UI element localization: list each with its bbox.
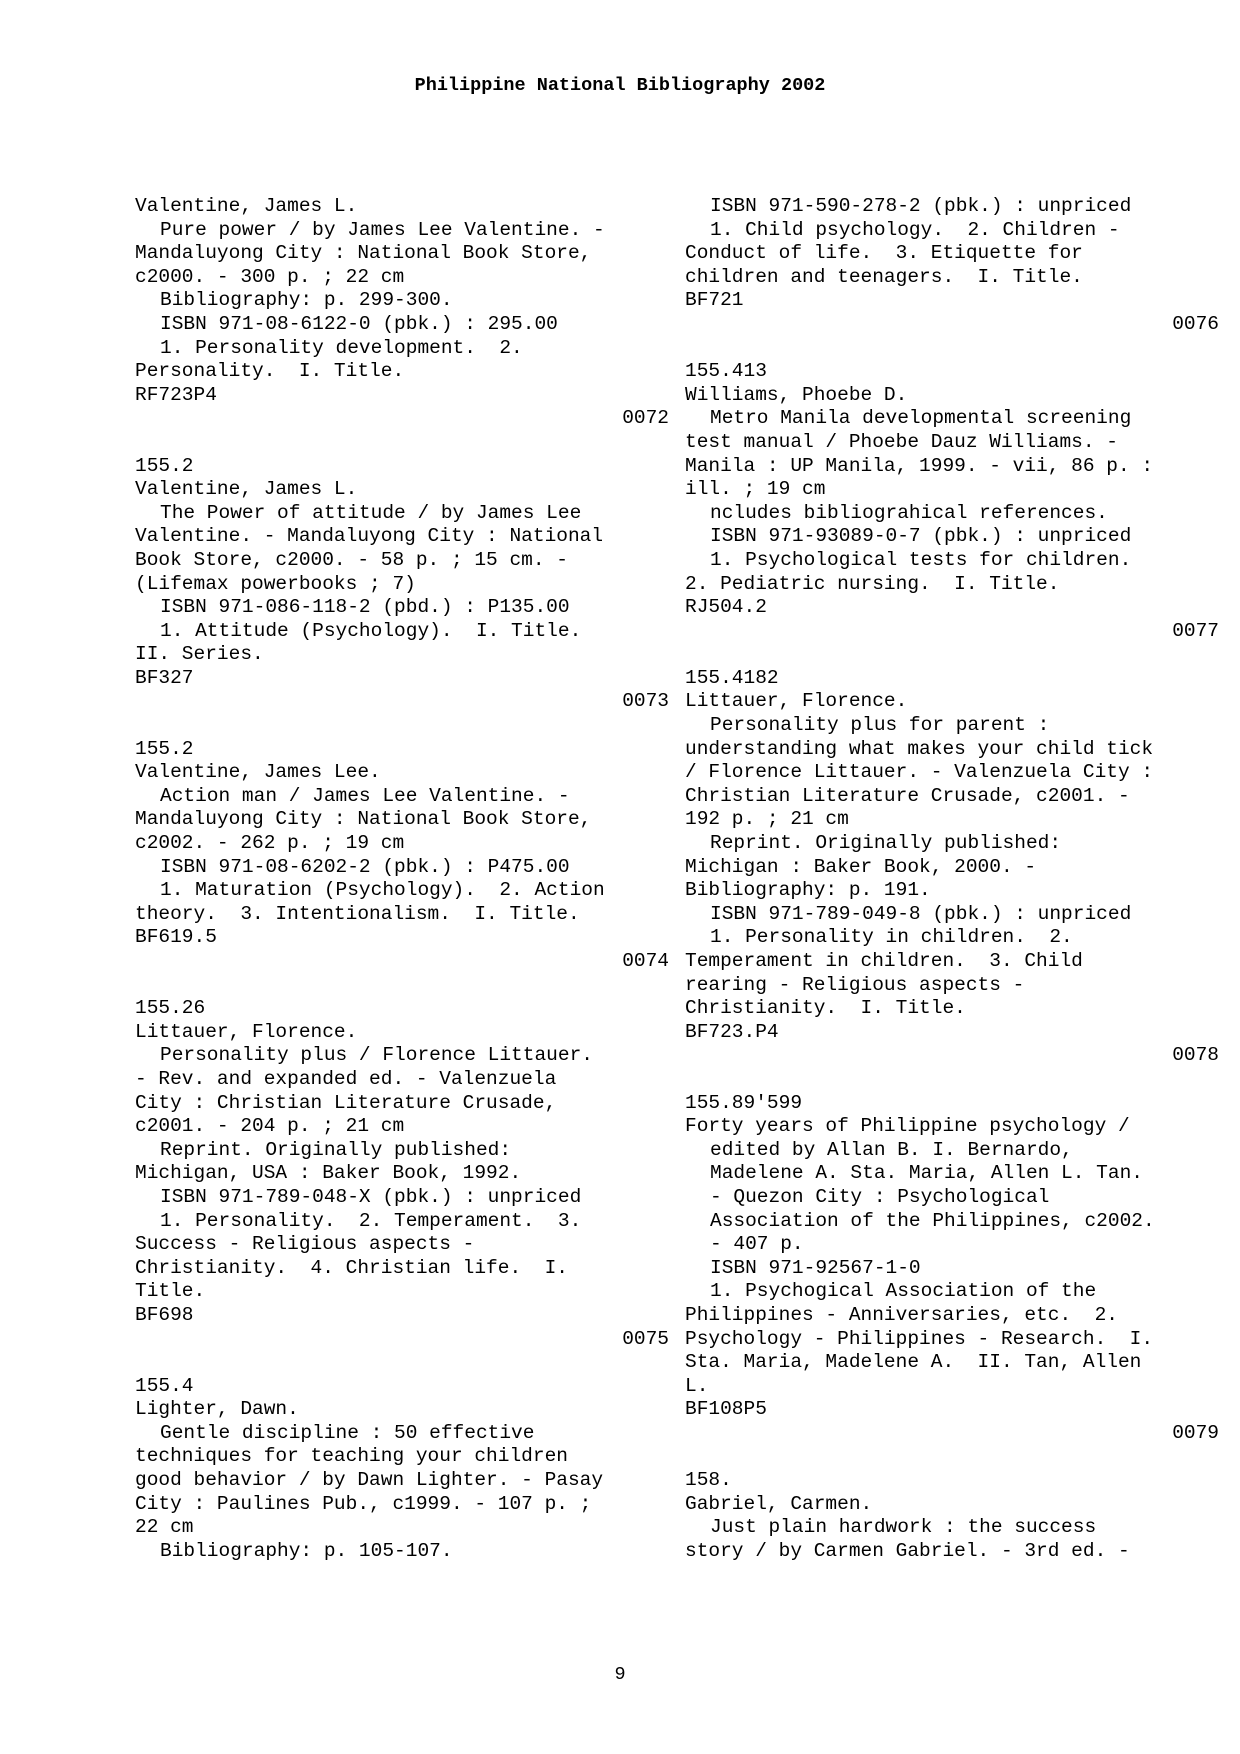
entry-number: 0078 bbox=[1172, 1044, 1219, 1067]
entry-number: 0076 bbox=[1172, 312, 1219, 335]
entry-line: c2001. - 204 p. ; 21 cm bbox=[135, 1115, 405, 1138]
entry-line: good behavior / by Dawn Lighter. - Pasay bbox=[135, 1469, 604, 1492]
entry-line: ISBN 971-93089-0-7 (pbk.) : unpriced bbox=[710, 525, 1132, 548]
entry-line: 155.413 bbox=[685, 360, 767, 383]
entry-line: 22 cm bbox=[135, 1516, 194, 1539]
entry-line: BF721 bbox=[685, 289, 744, 312]
entry-line: techniques for teaching your children bbox=[135, 1445, 568, 1468]
entry-line: Pure power / by James Lee Valentine. - bbox=[160, 218, 605, 241]
entry-line: Gentle discipline : 50 effective bbox=[160, 1421, 535, 1444]
entry-line: 1. Child psychology. 2. Children - bbox=[710, 218, 1120, 241]
entry-line: 1. Personality in children. 2. bbox=[710, 926, 1073, 949]
entry-line: 155.89'599 bbox=[685, 1091, 803, 1114]
entry-line: Gabriel, Carmen. bbox=[685, 1492, 873, 1515]
entry-line: c2002. - 262 p. ; 19 cm bbox=[135, 832, 405, 855]
left-column bbox=[135, 195, 669, 1563]
entry-line: Lighter, Dawn. bbox=[135, 1398, 299, 1421]
entry-line: BF723.P4 bbox=[685, 1020, 779, 1043]
entry-line: ncludes bibliograhical references. bbox=[710, 501, 1108, 524]
entry-line: Success - Religious aspects - bbox=[135, 1233, 475, 1256]
entry-line: ISBN 971-590-278-2 (pbk.) : unpriced bbox=[710, 195, 1132, 217]
entry-line: II. Series. bbox=[135, 643, 264, 666]
entry-line: Bibliography: p. 299-300. bbox=[160, 289, 453, 312]
entry-line: c2000. - 300 p. ; 22 cm bbox=[135, 265, 405, 288]
entry-line: Manila : UP Manila, 1999. - vii, 86 p. : bbox=[685, 454, 1154, 477]
right-column bbox=[685, 195, 1219, 1563]
entry-line: Psychology - Philippines - Research. I. bbox=[685, 1327, 1154, 1350]
entry-line: ISBN 971-08-6202-2 (pbk.) : P475.00 bbox=[160, 855, 570, 878]
entry-line: RF723P4 bbox=[135, 383, 217, 406]
entry-line: Just plain hardwork : the success bbox=[710, 1516, 1097, 1539]
entry-line: 192 p. ; 21 cm bbox=[685, 808, 849, 831]
entry-line: Valentine. - Mandaluyong City : National bbox=[135, 525, 604, 548]
entry-line: (Lifemax powerbooks ; 7) bbox=[135, 572, 416, 595]
entry-line: Michigan : Baker Book, 2000. - bbox=[685, 855, 1037, 878]
entry-separator bbox=[135, 974, 669, 998]
entry-line: / Florence Littauer. - Valenzuela City : bbox=[685, 761, 1154, 784]
entry-line: 155.4 bbox=[135, 1374, 194, 1397]
entry-separator bbox=[135, 1351, 669, 1375]
entry-line: Title. bbox=[135, 1280, 206, 1303]
entry-line: L. bbox=[685, 1374, 709, 1397]
entry-line: understanding what makes your child tick bbox=[685, 737, 1154, 760]
entry-line: Philippines - Anniversaries, etc. 2. bbox=[685, 1303, 1118, 1326]
entry-line: Valentine, James L. bbox=[135, 478, 358, 501]
entry-number: 0074 bbox=[622, 950, 669, 972]
entry-line: Michigan, USA : Baker Book, 1992. bbox=[135, 1162, 522, 1185]
entry-line: 1. Attitude (Psychology). I. Title. bbox=[160, 619, 582, 642]
entry-number: 0073 bbox=[622, 690, 669, 713]
entry-line: 1. Personality. 2. Temperament. 3. bbox=[160, 1209, 582, 1232]
entry-number: 0079 bbox=[1172, 1421, 1219, 1444]
entry-line: 2. Pediatric nursing. I. Title. bbox=[685, 572, 1060, 595]
entry-line: edited by Allan B. I. Bernardo, bbox=[710, 1138, 1073, 1161]
entry-line: Forty years of Philippine psychology / bbox=[685, 1115, 1130, 1138]
entry-line: 155.2 bbox=[135, 737, 194, 760]
entry-line: Christian Literature Crusade, c2001. - bbox=[685, 784, 1130, 807]
page-header-title: Philippine National Bibliography 2002 bbox=[414, 75, 826, 96]
entry-line: Personality plus / Florence Littauer. bbox=[160, 1044, 593, 1067]
entry-separator bbox=[685, 337, 1219, 361]
entry-line: Valentine, James Lee. bbox=[135, 761, 381, 784]
entry-line: BF619.5 bbox=[135, 926, 217, 949]
entry-line: - Quezon City : Psychological bbox=[710, 1185, 1050, 1208]
entry-line: test manual / Phoebe Dauz Williams. - bbox=[685, 430, 1118, 453]
entry-line: Action man / James Lee Valentine. - bbox=[160, 784, 570, 807]
entry-line: Temperament in children. 3. Child bbox=[685, 950, 1083, 972]
entry-line: 1. Personality development. 2. bbox=[160, 336, 523, 359]
entry-line: Bibliography: p. 105-107. bbox=[160, 1539, 453, 1562]
entry-line: 1. Maturation (Psychology). 2. Action bbox=[160, 879, 605, 902]
entry-line: Conduct of life. 3. Etiquette for bbox=[685, 242, 1083, 265]
entry-line: 158. bbox=[685, 1469, 732, 1492]
page-number: 9 bbox=[614, 1664, 626, 1685]
entry-line: BF698 bbox=[135, 1303, 194, 1326]
entry-line: Book Store, c2000. - 58 p. ; 15 cm. - bbox=[135, 548, 568, 571]
entry-line: City : Paulines Pub., c1999. - 107 p. ; bbox=[135, 1492, 592, 1515]
entry-line: Valentine, James L. bbox=[135, 195, 358, 217]
entry-line: BF108P5 bbox=[685, 1398, 767, 1421]
entry-line: Williams, Phoebe D. bbox=[685, 383, 908, 406]
entry-line: Christianity. I. Title. bbox=[685, 997, 966, 1020]
entry-line: Association of the Philippines, c2002. bbox=[710, 1209, 1155, 1232]
entry-line: story / by Carmen Gabriel. - 3rd ed. - bbox=[685, 1539, 1130, 1562]
entry-line: 155.26 bbox=[135, 997, 206, 1020]
entry-line: Mandaluyong City : National Book Store, bbox=[135, 242, 592, 265]
entry-line: rearing - Religious aspects - bbox=[685, 973, 1025, 996]
entry-line: theory. 3. Intentionalism. I. Title. bbox=[135, 902, 580, 925]
entry-separator bbox=[685, 1068, 1219, 1092]
entry-line: Personality. I. Title. bbox=[135, 360, 405, 383]
entry-line: 155.4182 bbox=[685, 666, 779, 689]
entry-line: Reprint. Originally published: bbox=[710, 832, 1062, 855]
entry-line: 1. Psychological tests for children. bbox=[710, 548, 1132, 571]
entry-line: Bibliography: p. 191. bbox=[685, 879, 931, 902]
entry-line: Metro Manila developmental screening bbox=[710, 407, 1132, 430]
entry-line: Sta. Maria, Madelene A. II. Tan, Allen bbox=[685, 1351, 1142, 1374]
entry-line: ISBN 971-08-6122-0 (pbk.) : 295.00 bbox=[160, 312, 558, 335]
entry-line: Reprint. Originally published: bbox=[160, 1138, 512, 1161]
entry-line: ISBN 971-789-049-8 (pbk.) : unpriced bbox=[710, 902, 1132, 925]
entry-line: Mandaluyong City : National Book Store, bbox=[135, 808, 592, 831]
entry-line: Madelene A. Sta. Maria, Allen L. Tan. bbox=[710, 1162, 1143, 1185]
entry-number: 0075 bbox=[622, 1327, 669, 1350]
entry-line: BF327 bbox=[135, 666, 194, 689]
entry-line: Littauer, Florence. bbox=[685, 690, 908, 713]
entry-line: children and teenagers. I. Title. bbox=[685, 265, 1083, 288]
entry-line: The Power of attitude / by James Lee bbox=[160, 501, 582, 524]
entry-line: Personality plus for parent : bbox=[710, 714, 1050, 737]
entry-line: 155.2 bbox=[135, 454, 194, 477]
entry-line: Littauer, Florence. bbox=[135, 1020, 358, 1043]
entry-line: ISBN 971-789-048-X (pbk.) : unpriced bbox=[160, 1185, 582, 1208]
entry-separator bbox=[135, 714, 669, 738]
entry-line: 1. Psychogical Association of the bbox=[710, 1280, 1097, 1303]
entry-line: - Rev. and expanded ed. - Valenzuela bbox=[135, 1067, 557, 1090]
entry-line: Christianity. 4. Christian life. I. bbox=[135, 1256, 568, 1279]
entry-line: - 407 p. bbox=[710, 1233, 804, 1256]
entry-line: City : Christian Literature Crusade, bbox=[135, 1091, 557, 1114]
entry-number: 0072 bbox=[622, 407, 669, 430]
entry-separator bbox=[135, 431, 669, 455]
entry-number: 0077 bbox=[1172, 619, 1219, 642]
entry-separator bbox=[685, 1445, 1219, 1469]
entry-line: RJ504.2 bbox=[685, 596, 767, 619]
entry-line: ISBN 971-086-118-2 (pbd.) : P135.00 bbox=[160, 596, 570, 619]
entry-line: ill. ; 19 cm bbox=[685, 478, 826, 501]
entry-line: ISBN 971-92567-1-0 bbox=[710, 1256, 921, 1279]
entry-separator bbox=[685, 643, 1219, 667]
